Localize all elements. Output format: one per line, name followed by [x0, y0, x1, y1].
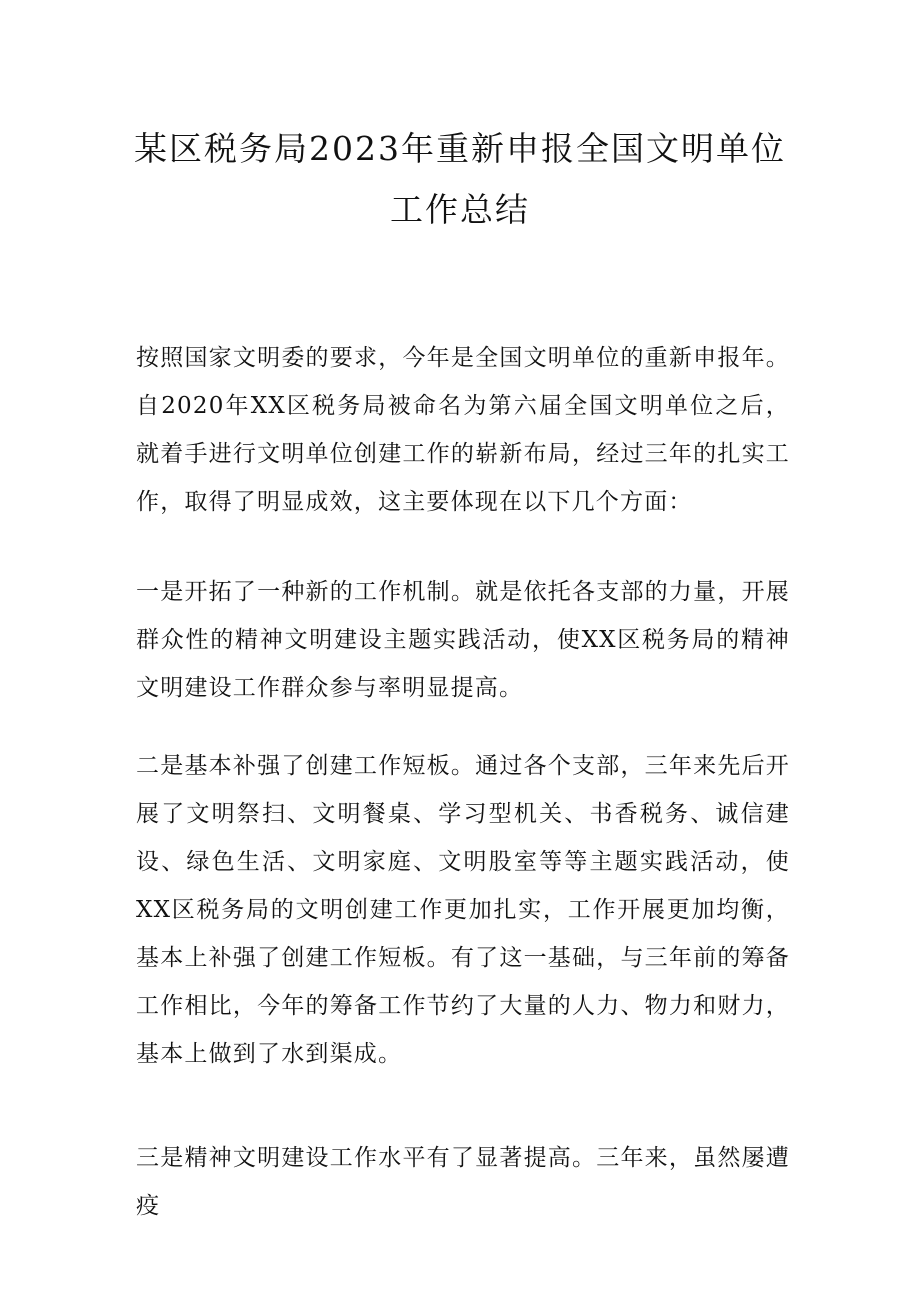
- paragraph-point-three: 三是精神文明建设工作水平有了显著提高。三年来，虽然屡遭疫: [136, 1145, 790, 1219]
- document-title-line-1: 某区税务局2023年重新申报全国文明单位: [134, 129, 786, 168]
- paragraph-intro: 按照国家文明委的要求，今年是全国文明单位的重新申报年。自2020年XX区税务局被命名为第六届全国文明单位之后，就着手进行文明单位创建工作的崭新布局，经过三年的扎实工作，取得了明显成效，这主要体现在以下几个方面：: [136, 345, 790, 515]
- document-title-line-2: 工作总结: [390, 190, 530, 229]
- paragraph-point-two: 二是基本补强了创建工作短板。通过各个支部，三年来先后开展了文明祭扫、文明餐桌、学习型机关、书香税务、诚信建设、绿色生活、文明家庭、文明股室等等主题实践活动，使XX区税务局的文明创建工作更加扎实，工作开展更加均衡，基本上补强了创建工作短板。有了这一基础，与三年前的筹备工作相比，今年的筹备工作节约了大量的人力、物力和财力，基本上做到了水到渠成。: [136, 753, 790, 1067]
- paragraph-point-one: 一是开拓了一种新的工作机制。就是依托各支部的力量，开展群众性的精神文明建设主题实践活动，使XX区税务局的精神文明建设工作群众参与率明显提高。: [136, 579, 790, 701]
